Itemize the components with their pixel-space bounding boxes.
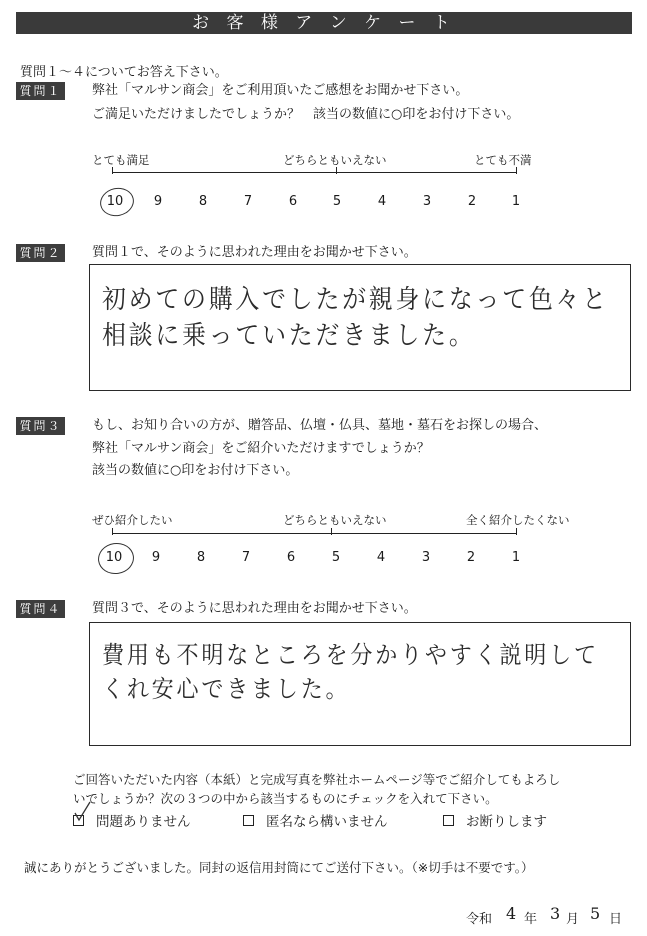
scale-3-tick-mid [331, 528, 332, 535]
scale-3-left-label: ぜひ紹介したい [92, 513, 173, 527]
question-3-line3: 該当の数値に○印をお付け下さい。 [92, 463, 299, 478]
option-no-problem-label[interactable]: 問題ありません [96, 814, 191, 830]
scale-3-mid-label: どちらともいえない [283, 513, 387, 527]
option-decline-label[interactable]: お断りします [466, 814, 547, 830]
scale-3-value: 6 [286, 550, 296, 565]
consent-text-line1: ご回答いただいた内容（本紙）と完成写真を弊社ホームページ等でご紹介してもよろし [73, 772, 561, 787]
option-anonymous-label[interactable]: 匿名なら構いません [266, 814, 388, 830]
scale-1-value: 10 [106, 194, 124, 209]
scale-1-tick-mid [336, 167, 337, 174]
scale-3-value: 5 [331, 550, 341, 565]
question-4-answer-line2: くれ安心できました。 [102, 675, 351, 703]
option-decline-checkbox[interactable] [443, 815, 454, 826]
question-4-text: 質問３で、そのように思われた理由をお聞かせ下さい。 [92, 601, 417, 616]
question-2-text: 質問１で、そのように思われた理由をお聞かせ下さい。 [92, 245, 417, 260]
scale-1-value: 2 [467, 194, 477, 209]
question-3-line2: 弊社「マルサン商会」をご紹介いただけますでしょうか？ [92, 441, 430, 456]
scale-3-tick-right [516, 528, 517, 535]
scale-3-value: 9 [151, 550, 161, 565]
question-4-label: 質問４ [16, 600, 65, 618]
scale-1-value: 9 [153, 194, 163, 209]
scale-3-value: 7 [241, 550, 251, 565]
scale-1-value: 1 [511, 194, 521, 209]
scale-3-tick-left [112, 528, 113, 535]
question-2-label: 質問２ [16, 244, 65, 262]
scale-3-value: 2 [466, 550, 476, 565]
scale-1-value: 5 [332, 194, 342, 209]
question-2-answer-box [89, 264, 631, 391]
option-anonymous-checkbox[interactable] [243, 815, 254, 826]
question-1-line2: ご満足いただけましたでしょうか？ 該当の数値に○印をお付け下さい。 [92, 107, 520, 122]
scale-1-value: 3 [422, 194, 432, 209]
date-day-value: 5 [590, 904, 601, 923]
scale-1-mid-label: どちらともいえない [283, 153, 387, 167]
scale-3-right-label: 全く紹介したくない [466, 513, 570, 527]
question-2-answer-line2: 相談に乗っていただきました。 [102, 321, 476, 351]
date-month-unit: 月 [566, 912, 580, 927]
consent-text-line2: いでしょうか？次の３つの中から該当するものにチェックを入れて下さい。 [73, 791, 498, 806]
survey-title: お 客 様 ア ン ケ ー ト [16, 12, 632, 34]
question-4-answer-box [89, 622, 631, 746]
check-mark-icon [72, 801, 92, 823]
question-3-line1: もし、お知り合いの方が、贈答品、仏壇・仏具、墓地・墓石をお探しの場合、 [92, 418, 548, 433]
scale-3-value: 3 [421, 550, 431, 565]
question-1-line1: 弊社「マルサン商会」をご利用頂いたご感想をお聞かせ下さい。 [92, 83, 469, 98]
scale-3-line [112, 533, 516, 534]
question-2-answer-line1: 初めての購入でしたが親身になって色々と [102, 285, 609, 315]
date-year-value: 4 [506, 904, 517, 923]
question-1-label: 質問１ [16, 82, 65, 100]
intro-text: 質問１～４についてお答え下さい。 [20, 65, 228, 80]
scale-3-value: 8 [196, 550, 206, 565]
scale-3-value: 4 [376, 550, 386, 565]
scale-1-value: 8 [198, 194, 208, 209]
scale-1-value: 7 [243, 194, 253, 209]
scale-3-value: 10 [105, 550, 123, 565]
date-era: 令和 [466, 912, 493, 927]
question-4-answer-line1: 費用も不明なところを分かりやすく説明して [102, 641, 599, 669]
question-3-label: 質問３ [16, 417, 65, 435]
scale-1-line [112, 172, 516, 173]
scale-3-value: 1 [511, 550, 521, 565]
date-day-unit: 日 [609, 912, 623, 927]
scale-1-left-label: とても満足 [92, 153, 150, 167]
thanks-text: 誠にありがとうございました。同封の返信用封筒にてご送付下さい。（※切手は不要です。） [24, 860, 534, 875]
scale-1-value: 4 [377, 194, 387, 209]
scale-1-value: 6 [288, 194, 298, 209]
option-no-problem-checkbox[interactable] [73, 815, 84, 826]
scale-1-tick-left [112, 167, 113, 174]
date-month-value: 3 [550, 904, 561, 923]
scale-1-right-label: とても不満 [474, 153, 532, 167]
date-year-unit: 年 [524, 912, 538, 927]
scale-1-tick-right [516, 167, 517, 174]
